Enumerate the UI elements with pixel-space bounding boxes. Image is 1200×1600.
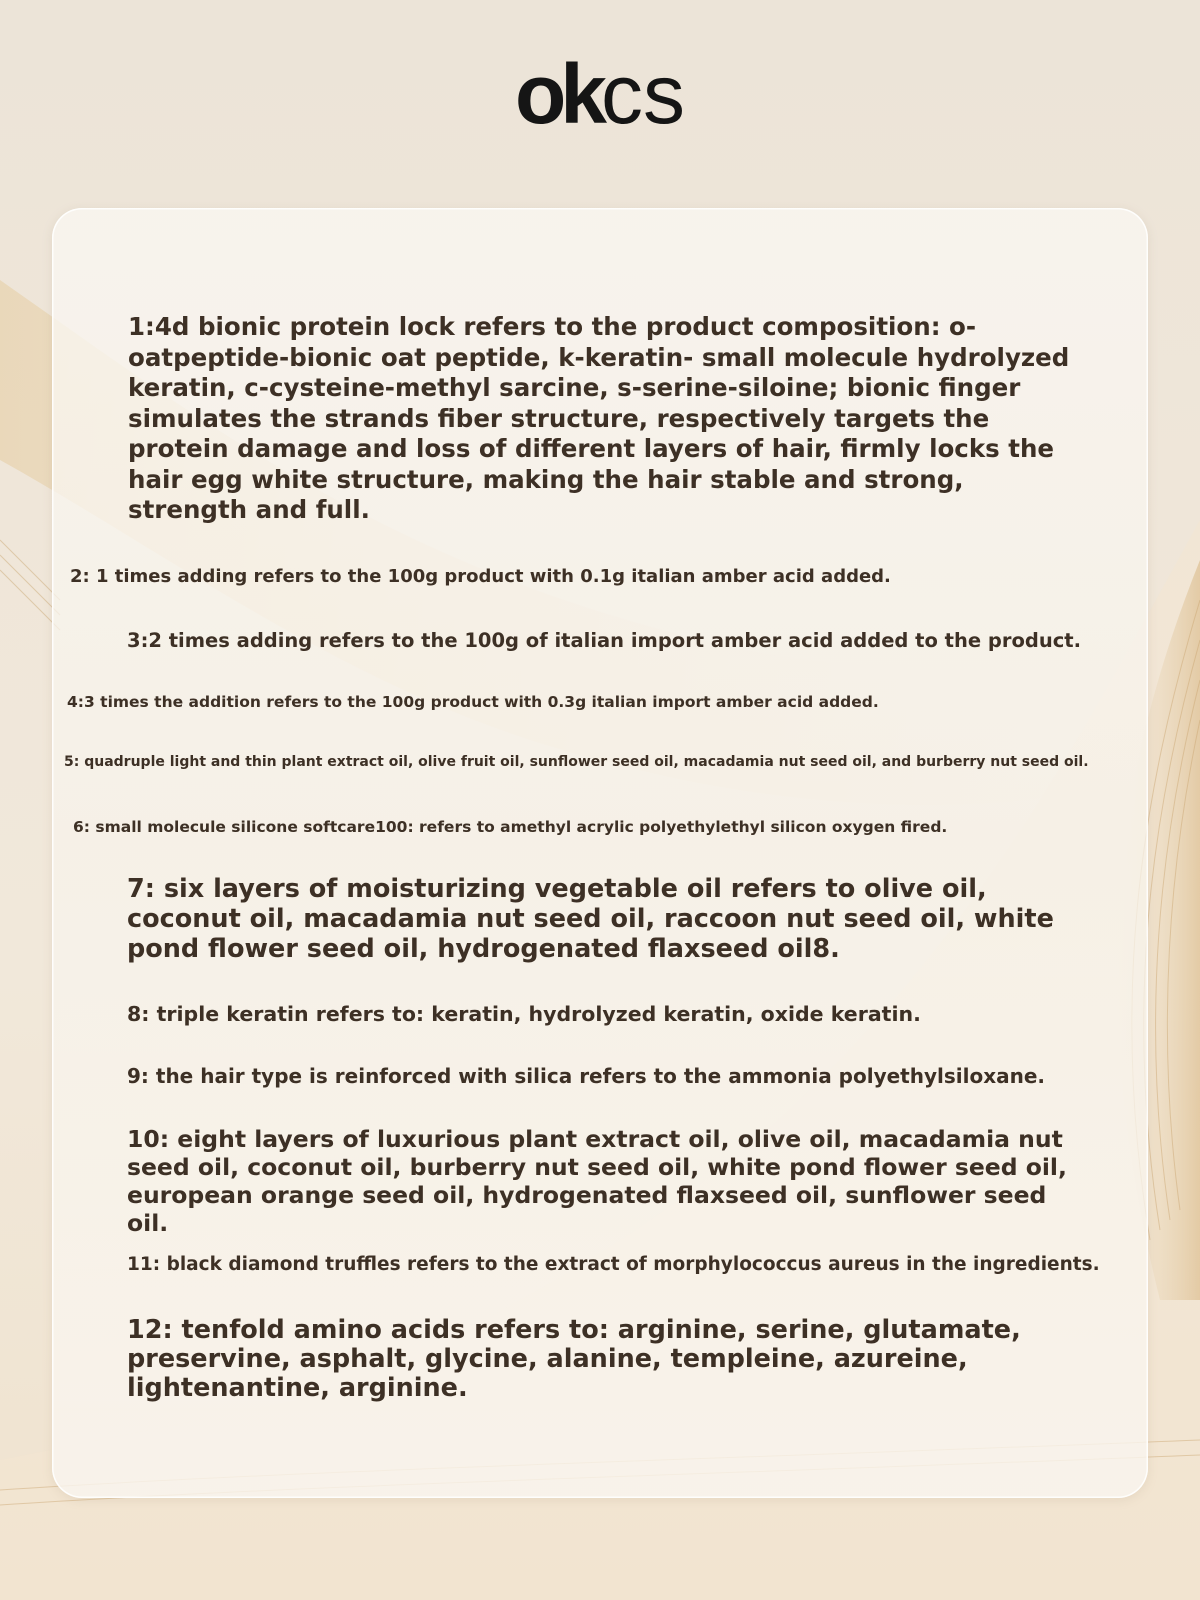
note-5: 5: quadruple light and thin plant extract oil, olive fruit oil, sunflower seed oil, macadamia nut seed oil, and burberry nut seed oil. xyxy=(64,754,1089,770)
note-9: 9: the hair type is reinforced with silica refers to the ammonia polyethylsiloxane. xyxy=(127,1064,1046,1088)
note-4: 4:3 times the addition refers to the 100g product with 0.3g italian import amber acid added. xyxy=(67,693,879,711)
note-1: 1:4d bionic protein lock refers to the product composition: o-oatpeptide-bionic oat peptide, k-keratin- small molecule hydrolyzed keratin, c-cysteine-methyl sarcine, s-serine-siloine; bionic finger simulates the strands fiber structure, respectively targets the protein damage and loss of different layers of hair, firmly locks the hair egg white structure, making the hair stable and strong, strength and full. xyxy=(128,312,1070,524)
logo-ok-text: ok xyxy=(514,47,602,141)
note-3: 3:2 times adding refers to the 100g of italian import amber acid added to the product. xyxy=(127,629,1082,652)
note-6: 6: small molecule silicone softcare100: refers to amethyl acrylic polyethylethyl silicon oxygen fired. xyxy=(73,818,948,836)
note-7: 7: six layers of moisturizing vegetable oil refers to olive oil, coconut oil, macadamia nut seed oil, raccoon nut seed oil, white pond flower seed oil, hydrogenated flaxseed oil8. xyxy=(127,874,1054,964)
note-8: 8: triple keratin refers to: keratin, hydrolyzed keratin, oxide keratin. xyxy=(127,1002,921,1026)
note-12: 12: tenfold amino acids refers to: arginine, serine, glutamate, preservine, asphalt, glycine, alanine, templeine, azureine, lightenantine, arginine. xyxy=(127,1315,1021,1403)
logo-cs-text: cs xyxy=(601,47,686,141)
note-10: 10: eight layers of luxurious plant extract oil, olive oil, macadamia nut seed oil, coconut oil, burberry nut seed oil, white pond flower seed oil, european orange seed oil, hydrogenated flaxseed oil, sunflower seed oil. xyxy=(127,1125,1067,1237)
note-11: 11: black diamond truffles refers to the extract of morphylococcus aureus in the ingredients. xyxy=(127,1254,1100,1275)
brand-logo xyxy=(0,47,1200,141)
note-2: 2: 1 times adding refers to the 100g product with 0.1g italian amber acid added. xyxy=(70,566,891,587)
